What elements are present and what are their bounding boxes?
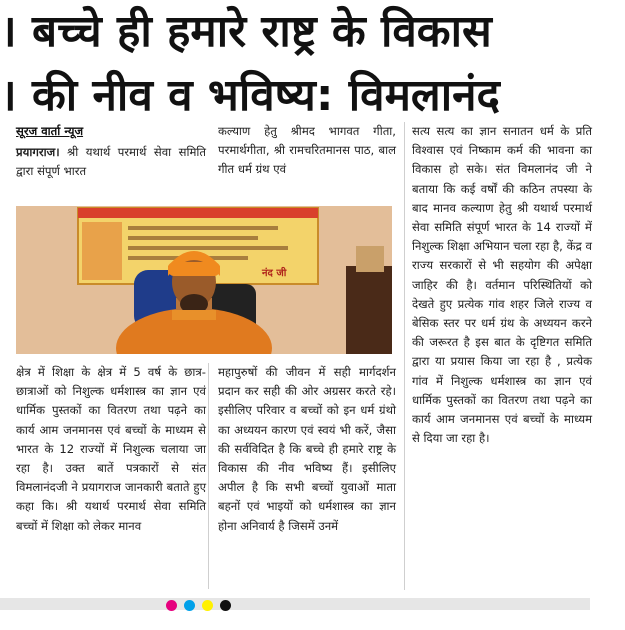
column-2-bottom xyxy=(218,363,396,536)
column-divider xyxy=(404,122,405,590)
page-footer-bar xyxy=(0,598,590,610)
column-divider-lower xyxy=(208,363,209,589)
headline-line-1: । बच्चे ही हमारे राष्ट्र के विकास xyxy=(0,6,492,57)
column-1-bottom-text: क्षेत्र में शिक्षा के क्षेत्र में 5 वर्ष के छात्र-छात्राओं को निशुल्क धर्मशास्त्र का ज्ञान एवं धार्मिक पुस्तकों का वितरण तथा पढ़ने का कार्य आम जनमानस एवं बच्चों के माध्यम से भारत के 12 राज्यों में निशुल्क चलाया जा रहा है। उक्त बातें पत्रकारों से संत विमलानंदजी ने प्रयागराज जानकारी बताते हुए कहा कि। श्री यथार्थ परमार्थ सेवा समिति बच्चों में शिक्षा को लेकर मानव xyxy=(16,365,206,533)
headline-line-2: । की नीव व भविष्य: विमलानंद xyxy=(0,70,500,121)
dateline: प्रयागराज। xyxy=(16,145,60,159)
column-2-top-text: कल्याण हेतु श्रीमद भागवत गीता, परमार्थगीता, श्री रामचरितमानस पाठ, बाल गीत धर्म ग्रंथ एवं xyxy=(218,124,396,177)
column-3 xyxy=(412,122,592,448)
column-1-bottom xyxy=(16,363,206,536)
registration-mark-cyan xyxy=(184,600,195,611)
registration-mark-yellow xyxy=(202,600,213,611)
photo-illustration xyxy=(16,206,392,354)
column-1-top-text: श्री यथार्थ परमार्थ सेवा समिति द्वारा संपूर्ण भारत xyxy=(16,145,206,179)
banner-text: नंद जी xyxy=(262,268,287,279)
article-photo xyxy=(16,206,392,354)
column-3-text: सत्य सत्य का ज्ञान सनातन धर्म के प्रति विश्वास एवं निष्काम कर्म की भावना का विकास हो सके। संत विमलानंद जी ने बताया कि कई वर्षों की कठिन तपस्या के बाद मानव कल्याण हेतु श्री यथार्थ परमार्थ सेवा समिति संपूर्ण भारत के 14 राज्यों में निशुल्क शिक्षा अभियान चला रहा है, केंद्र व राज्य सरकारों से भी सहयोग की अपेक्षा जाहिर की है। वर्तमान परिस्थितियों को देखते हुए प्रत्येक गांव शहर जिले राज्य व बेसिक स्तर पर धर्म ग्रंथ के अध्ययन करने की जरूरत है इस बात के दृष्टिगत समिति द्वारा या प्रयास किया जा रहा है , प्रत्येक गांव में निशुल्क धर्मशास्त्र का ज्ञान एवं धार्मिक पुस्तकों का वितरण तथा पढ़ने का कार्य आम जनमानस एवं बच्चों के माध्यम से दिया जा रहा है। xyxy=(412,124,592,446)
registration-mark-black xyxy=(220,600,231,611)
column-2-bottom-text: महापुरुषों की जीवन में सही मार्गदर्शन प्रदान कर सही की ओर अग्रसर करते रहे। इसीलिए परिवार व बच्चों को इन धर्म ग्रंथो का अध्ययन कारण एवं स्वयं भी करें, जैसा की सर्वविदित है कि बच्चे ही हमारे राष्ट्र के विकास की नीव भविष्य हैं। इसीलिए अपील है कि सभी बच्चों युवाओं माता बहनों एवं भाइयों को धर्मशास्त्र का ज्ञान होना अनिवार्य है जिसमें उनमें xyxy=(218,365,396,533)
column-2-top xyxy=(218,122,396,180)
byline: सूरज वार्ता न्यूज xyxy=(16,124,84,138)
registration-mark-magenta xyxy=(166,600,177,611)
column-1-top xyxy=(16,143,206,181)
